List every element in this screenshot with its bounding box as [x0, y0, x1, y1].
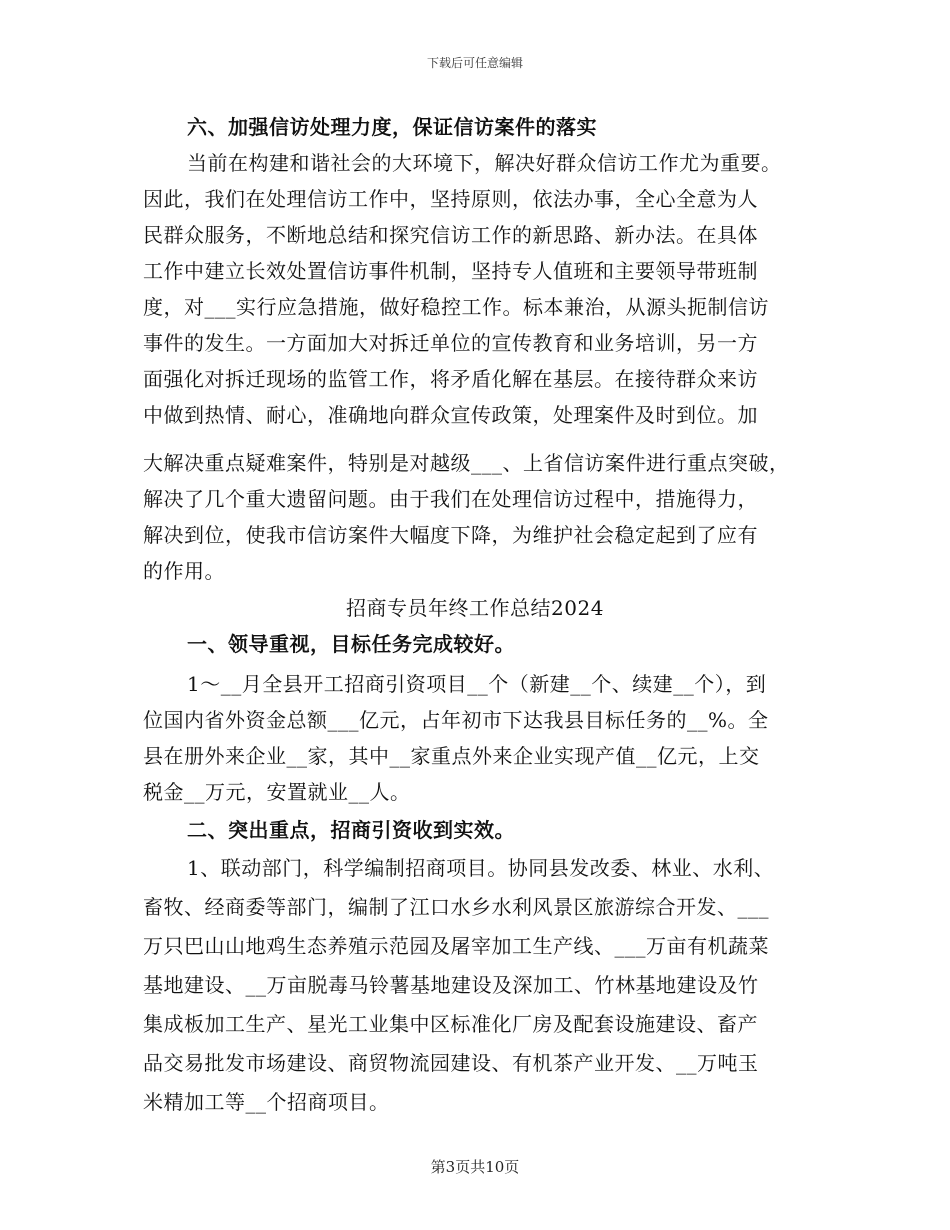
paragraph-line: 的作用。	[143, 559, 225, 583]
document-title: 招商专员年终工作总结2024	[346, 596, 604, 620]
page-footer: 第3页共10页	[430, 1158, 520, 1176]
paragraph-line: 民群众服务，不断地总结和探究信访工作的新思路、新办法。在具体	[143, 223, 758, 247]
paragraph-line: 事件的发生。一方面加大对拆迁单位的宣传教育和业务培训，另一方	[143, 331, 758, 355]
section-heading: 二、突出重点，招商引资收到实效。	[187, 818, 515, 842]
paragraph-line: 畜牧、经商委等部门，编制了江口水乡水利风景区旅游综合开发、___	[143, 895, 769, 919]
paragraph-line: 米精加工等__个招商项目。	[143, 1090, 390, 1114]
paragraph-line: 集成板加工生产、星光工业集中区标准化厂房及配套设施建设、畜产	[143, 1012, 758, 1036]
page-header: 下载后可任意编辑	[426, 56, 523, 70]
paragraph-line: 工作中建立长效处置信访事件机制，坚持专人值班和主要领导带班制	[143, 259, 758, 283]
section-heading: 一、领导重视，目标任务完成较好。	[187, 632, 515, 656]
paragraph-line: 万只巴山山地鸡生态养殖示范园及屠宰加工生产线、___万亩有机蔬菜	[143, 934, 769, 958]
paragraph-line: 基地建设、__万亩脱毒马铃薯基地建设及深加工、竹林基地建设及竹	[143, 973, 759, 997]
paragraph-line: 面强化对拆迁现场的监管工作，将矛盾化解在基层。在接待群众来访	[143, 367, 758, 391]
paragraph-line: 解决到位，使我市信访案件大幅度下降，为维护社会稳定起到了应有	[143, 523, 758, 547]
paragraph-line: 品交易批发市场建设、商贸物流园建设、有机茶产业开发、__万吨玉	[143, 1051, 759, 1075]
paragraph-line: 中做到热情、耐心，准确地向群众宣传政策，处理案件及时到位。加	[143, 403, 758, 427]
paragraph-line: 县在册外来企业__家，其中__家重点外来企业实现产值__亿元，上交	[143, 744, 760, 768]
paragraph-line: 度，对___实行应急措施，做好稳控工作。标本兼治，从源头扼制信访	[143, 295, 769, 319]
paragraph-line: 1、联动部门，科学编制招商项目。协同县发改委、林业、水利、	[187, 856, 775, 880]
paragraph-line: 税金__万元，安置就业__人。	[143, 780, 411, 804]
paragraph-line: 1～__月全县开工招商引资项目__个（新建__个、续建__个），到	[187, 672, 767, 696]
paragraph-line: 位国内省外资金总额___亿元，占年初市下达我县目标任务的__%。全	[143, 708, 769, 732]
paragraph-line: 解决了几个重大遗留问题。由于我们在处理信访过程中，措施得力，	[143, 487, 758, 511]
paragraph-line: 因此，我们在处理信访工作中，坚持原则，依法办事，全心全意为人	[143, 187, 758, 211]
paragraph-line: 大解决重点疑难案件，特别是对越级___、上省信访案件进行重点突破，	[143, 451, 790, 475]
section-heading: 六、加强信访处理力度，保证信访案件的落实	[187, 115, 597, 139]
paragraph-line: 当前在构建和谐社会的大环境下，解决好群众信访工作尤为重要。	[187, 151, 782, 175]
